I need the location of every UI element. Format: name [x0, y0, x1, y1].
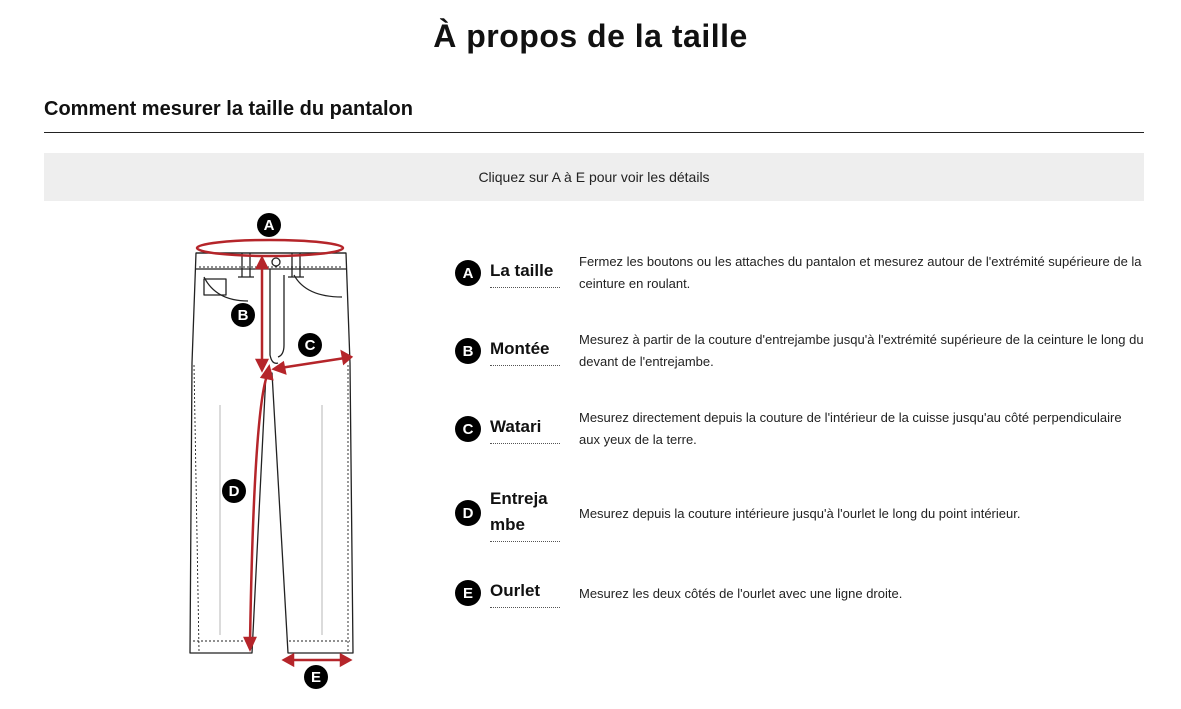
description-b: Mesurez à partir de la couture d'entrejambe jusqu'à l'extrémité supérieure de la ceinture le long du devant de l'entrejambe. — [579, 332, 1144, 369]
measurement-row-d — [455, 486, 1155, 550]
term-e[interactable]: Ourlet — [490, 578, 560, 608]
measurement-row-b — [455, 328, 1155, 378]
description-d: Mesurez depuis la couture intérieure jusqu'à l'ourlet le long du point intérieur. — [579, 506, 1021, 521]
measure-line-b — [257, 258, 267, 370]
svg-text:D: D — [228, 483, 240, 500]
svg-text:B: B — [237, 307, 249, 324]
diagram-label-d[interactable] — [222, 479, 246, 503]
diagram-label-b[interactable] — [231, 303, 255, 327]
measurement-row-e — [455, 580, 1155, 620]
svg-text:C: C — [304, 337, 316, 354]
pants-illustration — [150, 205, 410, 695]
coin-pocket — [204, 279, 226, 295]
page-title: À propos de la taille — [433, 18, 748, 54]
marker-d[interactable]: D — [455, 500, 481, 526]
creases — [220, 405, 322, 635]
svg-text:A: A — [263, 217, 275, 234]
description-a: Fermez les boutons ou les attaches du pantalon et mesurez autour de l'extrémité supérieure de la ceinture en roulant. — [579, 254, 1142, 291]
front-pocket-right — [294, 275, 342, 297]
description-c: Mesurez directement depuis la couture de l'intérieur de la cuisse jusqu'au côté perpendiculaire aux yeux de la terre. — [579, 410, 1122, 447]
marker-a[interactable]: A — [455, 260, 481, 286]
term-b[interactable]: Montée — [490, 336, 560, 366]
term-d[interactable]: Entrejambe — [490, 486, 560, 542]
hint-text: Cliquez sur A à E pour voir les détails — [478, 169, 710, 185]
svg-text:E: E — [310, 669, 322, 686]
measure-line-d — [245, 367, 272, 649]
pants-outline — [190, 253, 353, 653]
pants-stitching — [193, 267, 350, 651]
section-heading: Comment mesurer la taille du pantalon — [44, 98, 413, 120]
hint-bar — [44, 153, 1144, 201]
section-divider — [44, 132, 1144, 133]
marker-c[interactable]: C — [455, 416, 481, 442]
diagram-label-e[interactable] — [304, 665, 328, 689]
marker-b[interactable]: B — [455, 338, 481, 364]
button — [272, 258, 280, 266]
fly — [270, 269, 284, 363]
term-a[interactable]: La taille — [490, 258, 560, 288]
measurement-row-a — [455, 250, 1155, 300]
measurement-row-c — [455, 406, 1155, 456]
diagram-label-a[interactable] — [257, 213, 281, 237]
term-c[interactable]: Watari — [490, 414, 560, 444]
marker-e[interactable]: E — [455, 580, 481, 606]
diagram-label-c[interactable] — [298, 333, 322, 357]
pants-diagram — [150, 205, 410, 695]
measure-line-e — [284, 655, 350, 665]
description-e: Mesurez les deux côtés de l'ourlet avec une ligne droite. — [579, 586, 903, 601]
